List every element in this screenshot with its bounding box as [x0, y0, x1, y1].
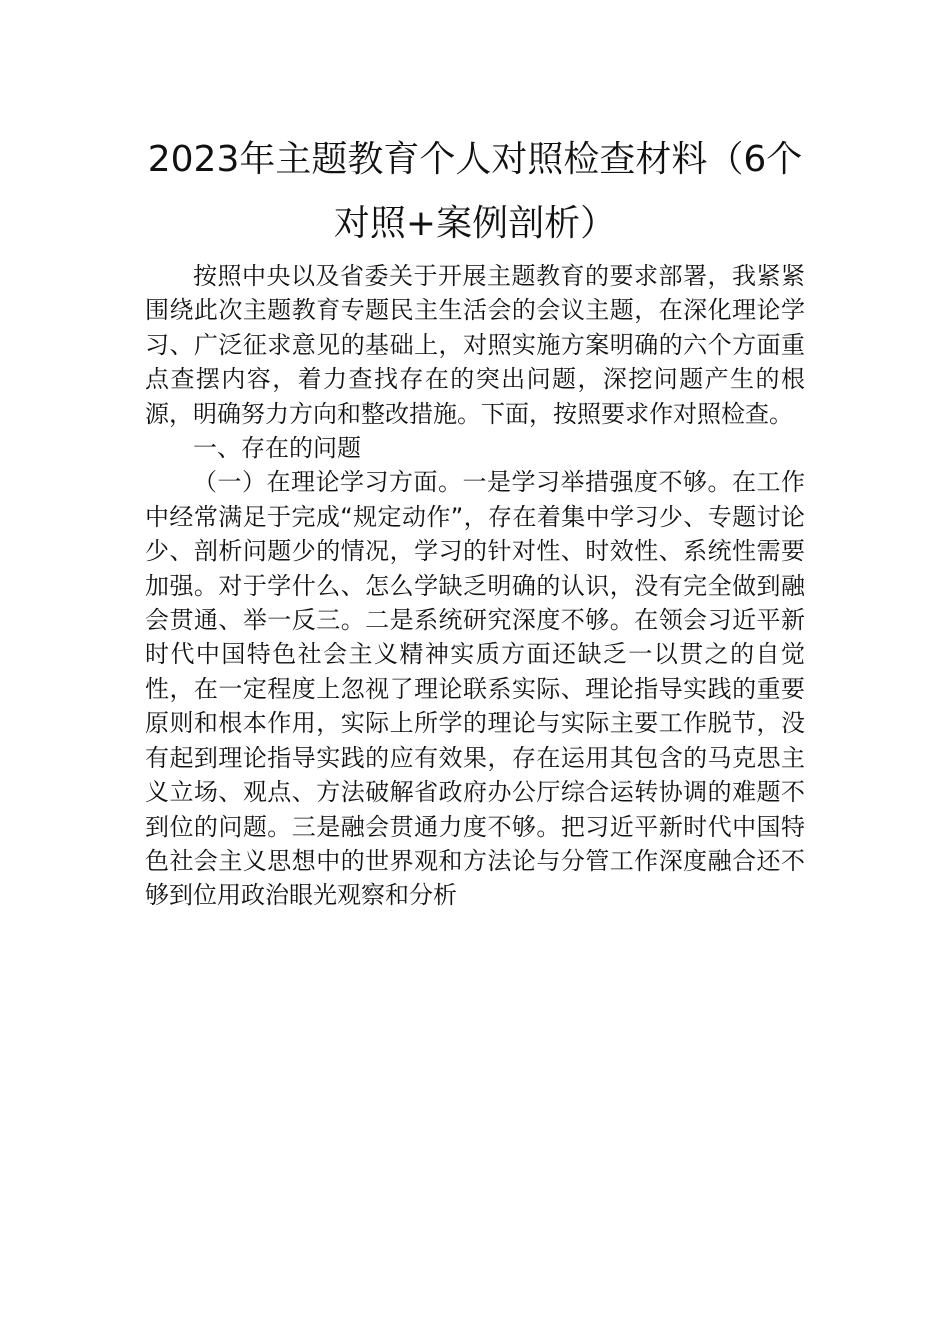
document-title: 2023年主题教育个人对照检查材料（6个对照+案例剖析）: [147, 139, 803, 244]
theory-study-paragraph: （一）在理论学习方面。一是学习举措强度不够。在工作中经常满足于完成“规定动作”，存在着集中学习少、专题讨论少、剖析问题少的情况，学习的针对性、时效性、系统性需要加强。对于学什么、怎么学缺乏明确的认识，没有完全做到融会贯通、举一反三。二是系统研究深度不够。在领会习近平新时代中国特色社会主义精神实质方面还缺乏一以贯之的自觉性，在一定程度上忽视了理论联系实际、理论指导实践的重要原则和根本作用，实际上所学的理论与实际主要工作脱节，没有起到理论指导实践的应有效果，存在运用其包含的马克思主义立场、观点、方法破解省政府办公厅综合运转协调的难题不到位的问题。三是融会贯通力度不够。把习近平新时代中国特色社会主义思想中的世界观和方法论与分管工作深度融合还不够到位用政治眼光观察和分析: [145, 468, 805, 910]
intro-paragraph: 按照中央以及省委关于开展主题教育的要求部署，我紧紧围绕此次主题教育专题民主生活会的会议主题，在深化理论学习、广泛征求意见的基础上，对照实施方案明确的六个方面重点查摆内容，着力查找存在的突出问题，深挖问题产生的根源，明确努力方向和整改措施。下面，按照要求作对照检查。: [145, 262, 805, 428]
document-body: [145, 259, 805, 913]
section-heading: 一、存在的问题: [193, 434, 361, 463]
